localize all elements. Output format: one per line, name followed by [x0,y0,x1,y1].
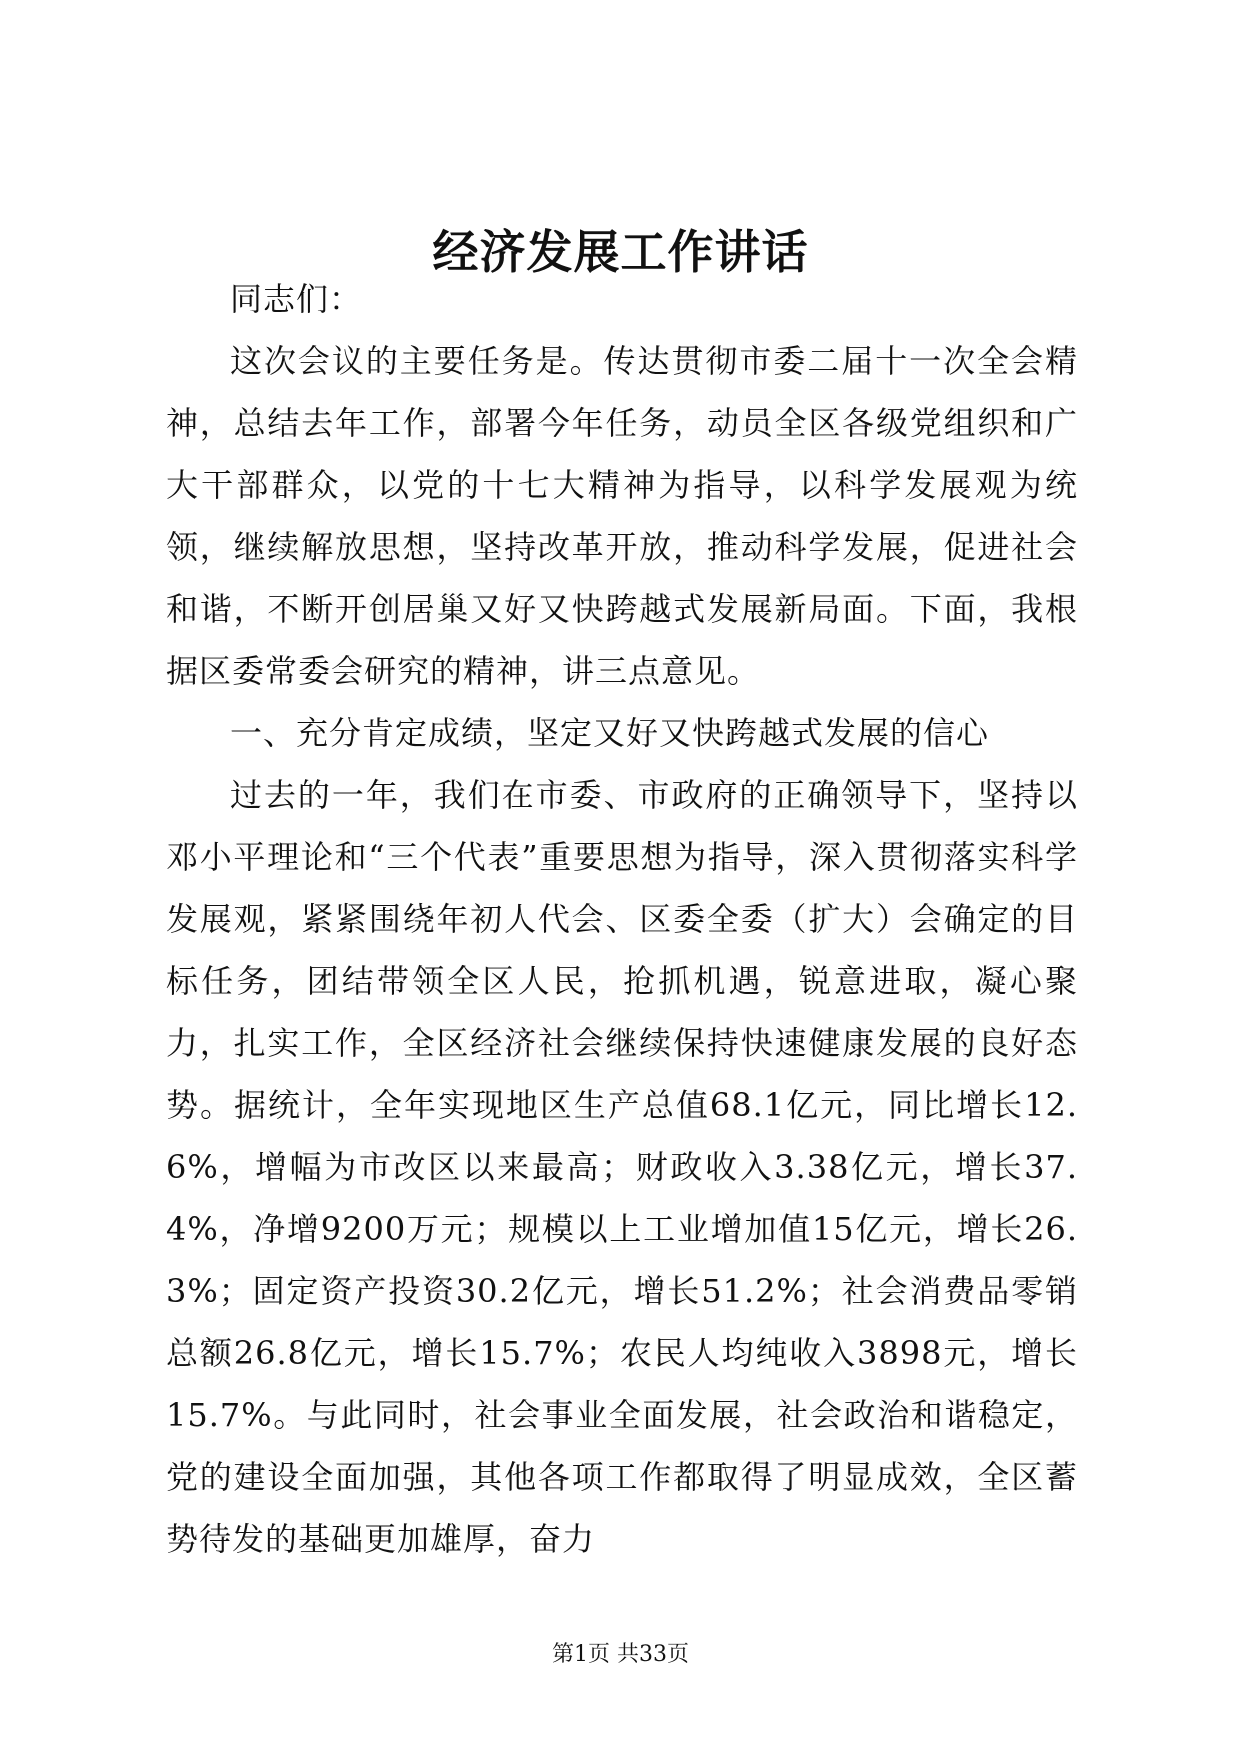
section-heading: 一、充分肯定成绩，坚定又好又快跨越式发展的信心 [230,714,990,752]
paragraph-achievements: 过去的一年，我们在市委、市政府的正确领导下，坚持以邓小平理论和“三个代表”重要思想为指导，深入贯彻落实科学发展观，紧紧围绕年初人代会、区委全委（扩大）会确定的目标任务，团结带领全区人民，抢抓机遇，锐意进取，凝心聚力，扎实工作，全区经济社会继续保持快速健康发展的良好态势。据统计，全年实现地区生产总值68.1亿元，同比增长12.6%，增幅为市改区以来最高；财政收入3.38亿元，增长37.4%，净增9200万元；规模以上工业增加值15亿元，增长26.3%；固定资产投资30.2亿元，增长51.2%；社会消费品零销总额26.8亿元，增长15.7%；农民人均纯收入3898元，增长15.7%。与此同时，社会事业全面发展，社会政治和谐稳定，党的建设全面加强，其他各项工作都取得了明显成效，全区蓄势待发的基础更加雄厚，奋力 [166,776,1078,1558]
paragraph-intro: 这次会议的主要任务是。传达贯彻市委二届十一次全会精神，总结去年工作，部署今年任务，动员全区各级党组织和广大干部群众，以党的十七大精神为指导，以科学发展观为统领，继续解放思想，坚持改革开放，推动科学发展，促进社会和谐，不断开创居巢又好又快跨越式发展新局面。下面，我根据区委常委会研究的精神，讲三点意见。 [166,342,1078,690]
salutation: 同志们： [230,280,363,318]
document-body [166,268,1078,1570]
page-number-footer: 第1页 共33页 [552,1642,689,1667]
document-title: 经济发展工作讲话 [432,225,809,279]
